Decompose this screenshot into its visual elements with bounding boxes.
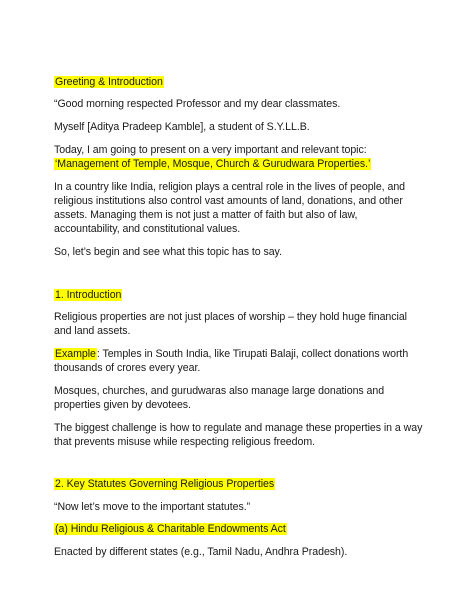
- greeting-heading-line: [54, 75, 164, 89]
- enacted-text: Enacted by different states (e.g., Tamil Nadu, Andhra Pradesh).: [54, 546, 348, 558]
- section2-heading-line: [54, 477, 275, 491]
- context-para-line-2: religious institutions also control vast amounts of land, donations, and other: [54, 195, 403, 207]
- section2-heading: 2. Key Statutes Governing Religious Properties: [55, 478, 275, 490]
- example-text: : Temples in South India, like Tirupati Balaji, collect donations worth: [96, 348, 409, 360]
- greeting-heading: Greeting & Introduction: [55, 76, 163, 88]
- example-label: Example: [55, 348, 96, 360]
- topic-title: ‘Management of Temple, Mosque, Church & Gurudwara Properties.’: [55, 158, 371, 170]
- challenge-para-line-2: that prevents misuse while respecting religious freedom.: [54, 436, 315, 448]
- context-para-line-1: In a country like India, religion plays a central role in the lives of people, and: [54, 181, 405, 193]
- subsection-a-heading-line: [54, 522, 287, 536]
- statutes-intro-text: “Now let’s move to the important statutes.”: [54, 501, 251, 513]
- context-para-line-4: accountability, and constitutional values.: [54, 223, 241, 235]
- section1-para-line-2: and land assets.: [54, 325, 131, 337]
- subsection-a-heading: (a) Hindu Religious & Charitable Endowments Act: [55, 523, 286, 535]
- myself-text: Myself [Aditya Pradeep Kamble], a student of S.Y.LL.B.: [54, 121, 310, 133]
- context-para-line-3: assets. Managing them is not just a matter of faith but also of law,: [54, 209, 358, 221]
- topic-title-line: [54, 157, 371, 171]
- section1-heading-line: [54, 288, 122, 302]
- today-text: Today, I am going to present on a very important and relevant topic:: [54, 144, 367, 156]
- mosques-para-line-2: properties given by devotees.: [54, 399, 191, 411]
- section1-para-line-1: Religious properties are not just places of worship – they hold huge financial: [54, 311, 407, 323]
- example-line-2: thousands of crores every year.: [54, 362, 201, 374]
- mosques-para-line-1: Mosques, churches, and gurudwaras also manage large donations and: [54, 385, 385, 397]
- example-line-1: [54, 347, 408, 361]
- section1-heading: 1. Introduction: [55, 289, 122, 301]
- greeting-text: “Good morning respected Professor and my dear classmates.: [54, 98, 341, 110]
- challenge-para-line-1: The biggest challenge is how to regulate and manage these properties in a way: [54, 422, 423, 434]
- begin-text: So, let’s begin and see what this topic has to say.: [54, 246, 282, 258]
